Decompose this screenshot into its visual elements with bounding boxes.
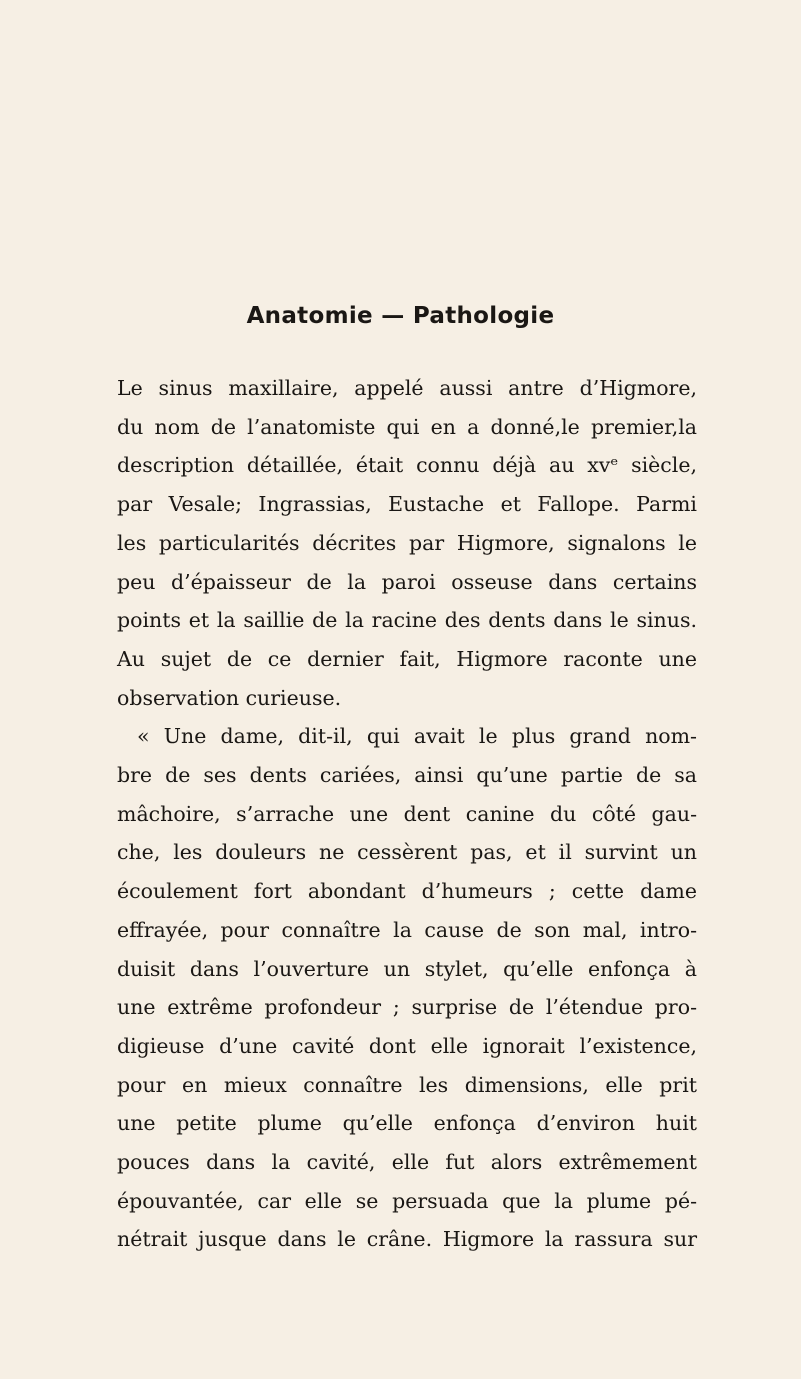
- text-line: écoulement fort abondant d’humeurs ; cette dame: [117, 879, 697, 904]
- text-line: nétrait jusque dans le crâne. Higmore la rassura sur: [117, 1227, 697, 1252]
- section-heading: Anatomie — Pathologie: [246, 303, 555, 329]
- text-line: points et la saillie de la racine des dents dans le sinus.: [117, 608, 697, 633]
- text-line: mâchoire, s’arrache une dent canine du côté gau-: [117, 801, 697, 826]
- body-text: [117, 369, 697, 1259]
- text-line: peu d’épaisseur de la paroi osseuse dans certains: [117, 569, 697, 594]
- text-line: bre de ses dents cariées, ainsi qu’une partie de sa: [117, 763, 697, 788]
- text-line: effrayée, pour connaître la cause de son mal, intro-: [117, 917, 697, 942]
- text-line: Le sinus maxillaire, appelé aussi antre d’Higmore,: [117, 376, 697, 400]
- text-line: une petite plume qu’elle enfonça d’environ huit: [117, 1111, 697, 1136]
- text-line: épouvantée, car elle se persuada que la plume pé-: [117, 1188, 697, 1213]
- text-line: « Une dame, dit-il, qui avait le plus grand nom-: [137, 724, 697, 749]
- text-line: Au sujet de ce dernier fait, Higmore raconte une: [117, 646, 697, 671]
- text-line: pouces dans la cavité, elle fut alors extrêmement: [117, 1150, 697, 1175]
- text-line: du nom de l’anatomiste qui en a donné,le premier,la: [117, 414, 697, 439]
- text-line: par Vesale; Ingrassias, Eustache et Fallope. Parmi: [117, 492, 697, 517]
- text-line: digieuse d’une cavité dont elle ignorait l’existence,: [117, 1033, 697, 1058]
- text-line: che, les douleurs ne cessèrent pas, et il survint un: [117, 840, 697, 865]
- text-line: description détaillée, était connu déjà au xvᵉ siècle,: [117, 453, 697, 478]
- text-line: pour en mieux connaître les dimensions, elle prit: [117, 1072, 697, 1097]
- text-line: observation curieuse.: [117, 685, 342, 710]
- text-line: une extrême profondeur ; surprise de l’étendue pro-: [117, 995, 697, 1020]
- text-line: duisit dans l’ouverture un stylet, qu’elle enfonça à: [117, 956, 697, 981]
- text-line: les particularités décrites par Higmore, signalons le: [117, 530, 697, 555]
